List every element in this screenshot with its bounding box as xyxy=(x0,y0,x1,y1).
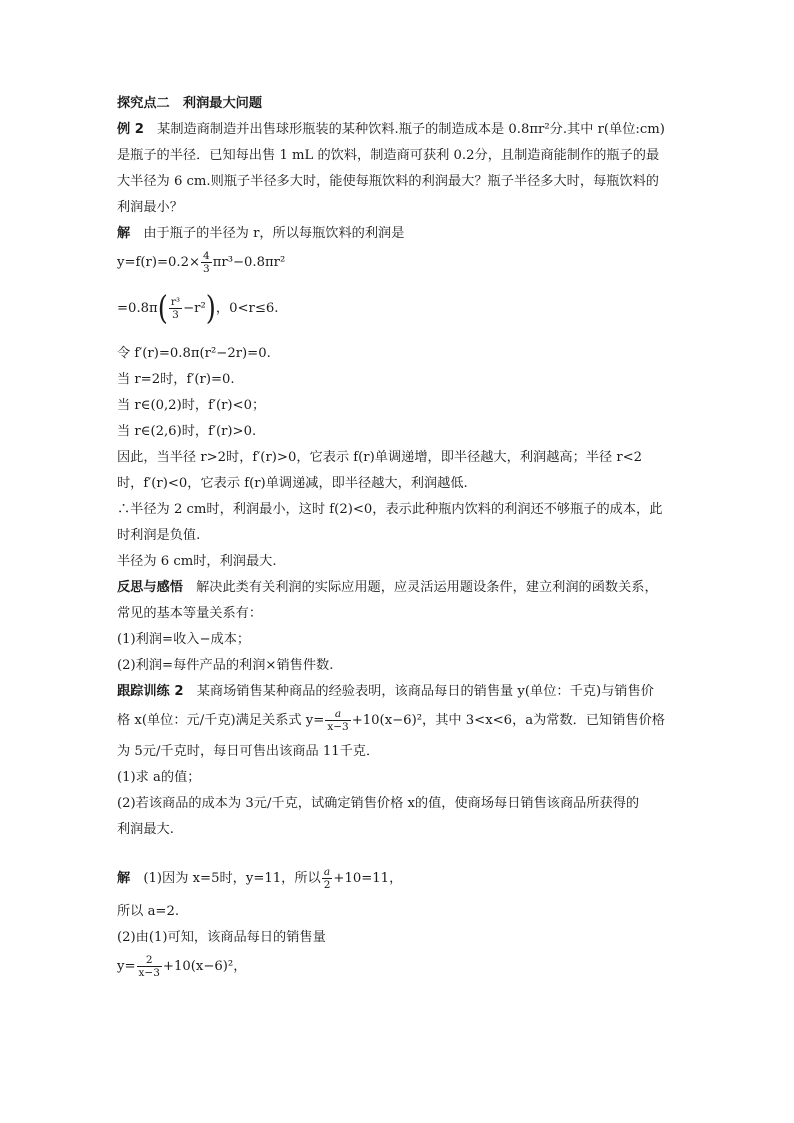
solution-intro: 解 由于瓶子的半径为 r，所以每瓶饮料的利润是 xyxy=(117,226,405,241)
profit-equation: y=f(r)=0.2× $\frac{4}{3}$ πr³−0.8πr² xyxy=(117,250,286,275)
reflection-line-3: (1)利润=收入−成本； xyxy=(117,632,251,647)
fraction: $\frac{a}{x-3}$ xyxy=(327,708,349,733)
reflection-label: 反思与感悟 xyxy=(117,580,183,595)
step-3: 当 r∈(0,2)时，f′(r)<0； xyxy=(117,398,266,413)
step-5: 因此，当半径 r>2时，f′(r)>0，它表示 f(r)单调递增，即半径越大，利润越高；半径 r<2 xyxy=(117,450,643,465)
example-line-2: 是瓶子的半径．已知每出售 1 mL 的饮料，制造商可获利 0.2分，且制造商能制作的瓶子的最 xyxy=(117,148,660,163)
exercise-question-1: (1)求 a的值； xyxy=(117,770,201,785)
exercise-question-2: (2)若该商品的成本为 3元/千克，试确定销售价格 x的值，使商场每日销售该商品所获得的 xyxy=(117,796,640,811)
solution-label: 解 xyxy=(117,226,131,241)
step-2: 当 r=2时，f′(r)=0. xyxy=(117,372,235,387)
step-4: 当 r∈(2,6)时，f′(r)>0. xyxy=(117,424,257,439)
exercise-line-1: 跟踪训练 2 某商场销售某种商品的经验表明，该商品每日的销售量 y(单位：千克)与销售价 xyxy=(117,684,654,699)
step-8: 时利润是负值. xyxy=(117,528,201,543)
fraction: $\frac{2}{x-3}$ xyxy=(138,954,160,979)
solution2-line-3: (2)由(1)可知，该商品每日的销售量 xyxy=(117,930,326,945)
fraction: $\frac{a}{2}$ xyxy=(323,866,331,891)
solution2-line-1: 解 (1)因为 x=5时，y=11，所以 $\frac{a}{2}$ +10=11， xyxy=(117,866,403,891)
exercise-question-2-cont: 利润最大. xyxy=(117,822,174,837)
profit-equation-simplified: =0.8π( $\frac{\text{r³}}{3}$ −r²)，0<r≤6. xyxy=(117,289,279,328)
reflection-line-4: (2)利润=每件产品的利润×销售件数. xyxy=(117,658,334,673)
example-line-4: 利润最小？ xyxy=(117,200,183,215)
step-7: ∴半径为 2 cm时，利润最小，这时 f(2)<0，表示此种瓶内饮料的利润还不够瓶子的成本，此 xyxy=(117,502,663,517)
reflection-line-2: 常见的基本等量关系有： xyxy=(117,606,263,621)
step-1: 令 f′(r)=0.8π(r²−2r)=0. xyxy=(117,346,271,361)
exercise-line-3: 为 5元/千克时，每日可售出该商品 11千克． xyxy=(117,744,380,759)
step-9: 半径为 6 cm时，利润最大. xyxy=(117,554,277,569)
exercise-line-2: 格 x(单位：元/千克)满足关系式 y= $\frac{a}{x-3}$ +10(x−6)²，其中 3<x<6，a为常数．已知销售价格 xyxy=(117,708,665,733)
solution2-line-4: y= $\frac{2}{x-3}$ +10(x−6)²， xyxy=(117,954,247,979)
example-line-1: 例 2 某制造商制造并出售球形瓶装的某种饮料.瓶子的制造成本是 0.8πr²分.其中 r(单位:cm) xyxy=(117,122,665,137)
solution2-line-2: 所以 a=2. xyxy=(117,904,180,919)
section-title: 探究点二 利润最大问题 xyxy=(117,96,263,111)
reflection-line-1: 反思与感悟 解决此类有关利润的实际应用题，应灵活运用题设条件，建立利润的函数关系， xyxy=(117,580,658,595)
fraction: $\frac{4}{3}$ xyxy=(203,250,210,275)
solution2-label: 解 xyxy=(117,871,131,886)
fraction: $\frac{\text{r³}}{3}$ xyxy=(170,296,181,321)
step-6: 时，f′(r)<0，它表示 f(r)单调递减，即半径越大，利润越低. xyxy=(117,476,468,491)
example-label: 例 2 xyxy=(117,122,144,137)
exercise-label: 跟踪训练 2 xyxy=(117,684,184,699)
example-line-3: 大半径为 6 cm.则瓶子半径多大时，能使每瓶饮料的利润最大？瓶子半径多大时，每瓶饮料的 xyxy=(117,174,659,189)
